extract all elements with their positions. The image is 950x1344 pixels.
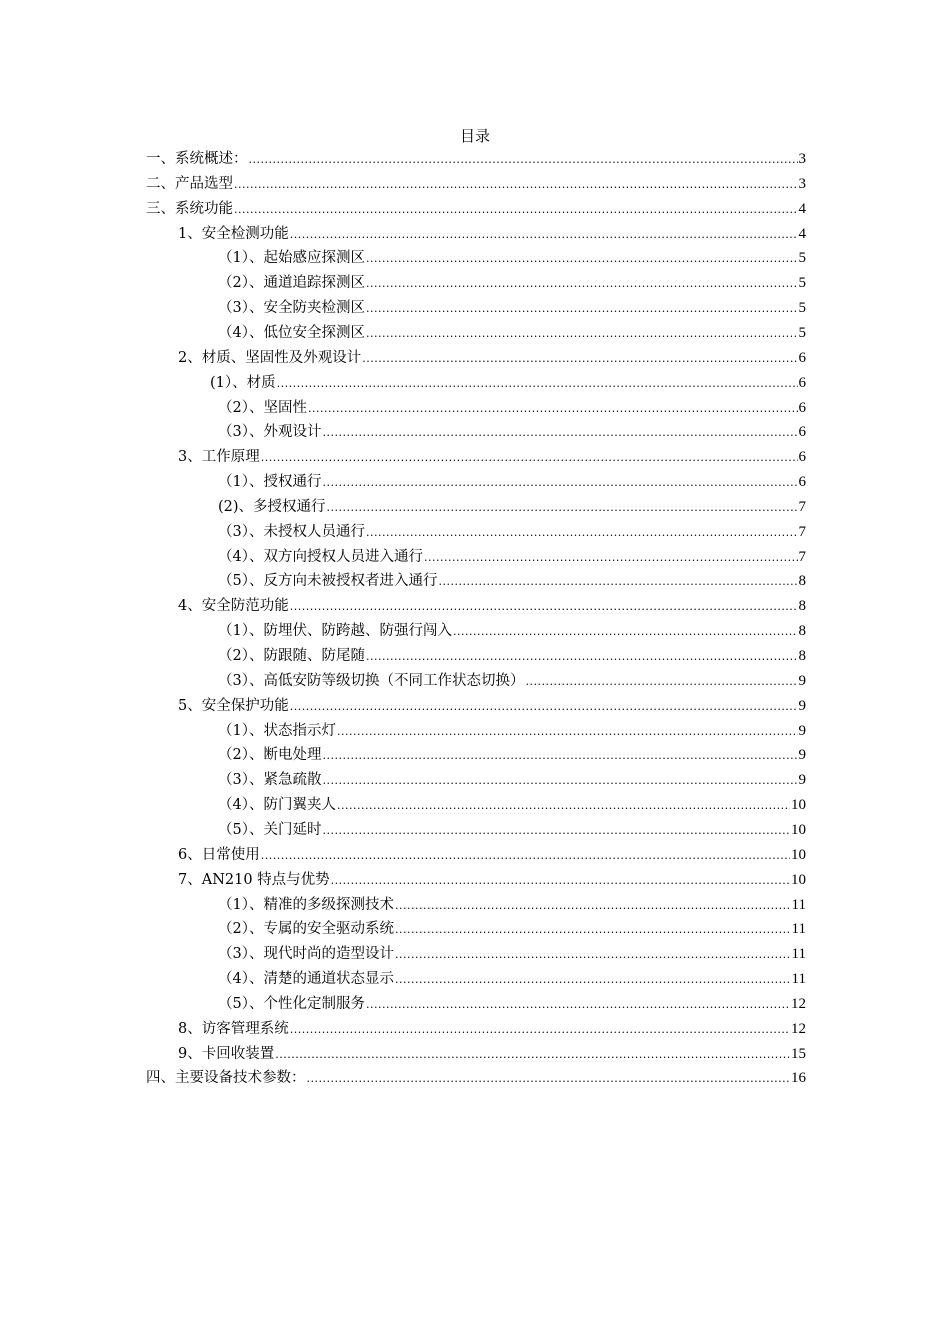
toc-page-number: 8 [798, 573, 806, 590]
toc-dot-leader [424, 547, 798, 568]
toc-dot-leader [234, 199, 798, 220]
toc-entry-text: 四、主要设备技术参数： [146, 1070, 306, 1087]
toc-entry[interactable] [218, 570, 806, 592]
toc-dot-leader [322, 422, 797, 443]
toc-dot-leader [322, 820, 790, 841]
toc-dot-leader [366, 522, 798, 543]
toc-entry-text: （2）、坚固性 [218, 399, 307, 416]
toc-entry-text: 3、工作原理 [178, 449, 260, 466]
toc-dot-leader [366, 273, 798, 294]
toc-page-number: 9 [798, 747, 806, 764]
toc-entry-text: 1、安全检测功能 [178, 225, 289, 242]
toc-page-number: 9 [798, 672, 806, 689]
toc-dot-leader [331, 870, 790, 891]
toc-dot-leader [261, 845, 790, 866]
toc-entry-text: 一、系统概述： [146, 151, 248, 167]
toc-entry-text: 2、材质、坚固性及外观设计 [178, 349, 362, 366]
toc-entry[interactable] [218, 744, 806, 766]
toc-entry[interactable] [218, 670, 806, 692]
toc-dot-leader [261, 447, 798, 468]
toc-entry[interactable] [178, 347, 806, 369]
toc-entry[interactable] [178, 1018, 806, 1040]
toc-page-number: 10 [791, 797, 806, 814]
toc-entry[interactable] [218, 322, 806, 344]
toc-entry-text: （4）、低位安全探测区 [218, 324, 365, 341]
toc-dot-leader [277, 373, 798, 394]
toc-entry[interactable] [146, 1067, 806, 1089]
toc-page-number: 5 [798, 300, 806, 317]
toc-entry-text: 8、访客管理系统 [178, 1020, 289, 1037]
toc-entry[interactable] [218, 546, 806, 568]
toc-page-number: 11 [791, 946, 806, 963]
toc-page-number: 9 [798, 772, 806, 789]
toc-entry[interactable] [218, 993, 806, 1015]
toc-page-number: 6 [798, 474, 806, 491]
toc-entry[interactable] [218, 918, 806, 940]
toc-dot-leader [249, 149, 798, 170]
toc-page-number: 8 [798, 598, 806, 615]
toc-entry-text: 9、卡回收装置 [178, 1045, 275, 1062]
toc-entry-text: （3）、高低安防等级切换（不同工作状态切换） [218, 672, 525, 689]
toc-dot-leader [308, 398, 798, 419]
toc-page-number: 12 [791, 995, 806, 1012]
toc-dot-leader [290, 596, 798, 617]
toc-dot-leader [366, 323, 798, 344]
toc-entry-text: （2）、通道追踪探测区 [218, 275, 365, 292]
toc-entry[interactable] [218, 471, 806, 493]
toc-entry-text: （1）、精准的多级探测技术 [218, 896, 394, 913]
toc-entry[interactable] [146, 173, 806, 195]
toc-page-number: 5 [798, 324, 806, 341]
toc-page-number: 7 [798, 523, 806, 540]
toc-entry[interactable] [178, 223, 806, 245]
toc-entry[interactable] [146, 148, 806, 170]
toc-title: 目录 [459, 127, 490, 145]
toc-entry[interactable] [178, 446, 806, 468]
toc-dot-leader [322, 472, 797, 493]
toc-dot-leader [362, 348, 797, 369]
toc-page-number: 10 [791, 821, 806, 838]
toc-entry-text: （3）、紧急疏散 [218, 772, 322, 789]
toc-entry-text: （1）、状态指示灯 [218, 722, 336, 739]
toc-page-number: 16 [791, 1070, 806, 1087]
toc-page-number: 10 [791, 871, 806, 888]
toc-dot-leader [366, 646, 798, 667]
toc-entry-text: 6、日常使用 [178, 846, 260, 863]
toc-entry-text: （1）、起始感应探测区 [218, 250, 365, 267]
toc-page-number: 6 [798, 449, 806, 466]
toc-entry-text: （4）、清楚的通道状态显示 [218, 971, 394, 988]
toc-dot-leader [337, 721, 798, 742]
toc-entry-text: (2)、多授权通行 [218, 498, 326, 515]
toc-entry-text: （2）、专属的安全驱动系统 [218, 921, 394, 938]
toc-page-number: 6 [798, 424, 806, 441]
toc-entry[interactable] [218, 496, 806, 518]
toc-dot-leader [337, 795, 790, 816]
toc-entry-text: （4）、防门翼夹人 [218, 797, 336, 814]
toc-entry-text: 三、系统功能 [146, 200, 233, 217]
toc-page-number: 6 [798, 399, 806, 416]
toc-dot-leader [327, 497, 798, 518]
toc-entry-text: （4）、双方向授权人员进入通行 [218, 548, 423, 565]
toc-entry[interactable] [218, 894, 806, 916]
toc-entry[interactable] [146, 198, 806, 220]
toc-entry-text: 4、安全防范功能 [178, 598, 289, 615]
toc-entry[interactable] [218, 819, 806, 841]
toc-entry[interactable] [218, 769, 806, 791]
toc-dot-leader [290, 696, 798, 717]
toc-entry-text: （3）、安全防夹检测区 [218, 300, 365, 317]
toc-dot-leader [453, 621, 798, 642]
toc-entry-text: （2）、断电处理 [218, 747, 322, 764]
toc-dot-leader [395, 919, 791, 940]
toc-dot-leader [322, 745, 797, 766]
toc-entry[interactable] [178, 844, 806, 866]
toc-page-number: 3 [798, 175, 806, 192]
toc-entry[interactable] [178, 695, 806, 717]
toc-entry-text: （3）、现代时尚的造型设计 [218, 946, 394, 963]
toc-entry[interactable] [218, 720, 806, 742]
toc-dot-leader [290, 1019, 790, 1040]
toc-entry-text: （3）、外观设计 [218, 424, 322, 441]
toc-dot-leader [366, 298, 798, 319]
toc-entry[interactable] [218, 421, 806, 443]
toc-page-number: 4 [798, 225, 806, 242]
toc-dot-leader [322, 770, 797, 791]
toc-page-number: 5 [798, 275, 806, 292]
toc-entry[interactable] [218, 247, 806, 269]
toc-page-number: 8 [798, 623, 806, 640]
toc-page-number: 8 [798, 648, 806, 664]
toc-entry-text: （3）、未授权人员通行 [218, 523, 365, 540]
toc-entry-text: （5）、关门延时 [218, 821, 322, 838]
toc-page-number: 15 [791, 1045, 806, 1062]
toc-entry[interactable] [178, 869, 806, 891]
toc-entry[interactable] [178, 1043, 806, 1065]
toc-page-number: 7 [798, 548, 806, 565]
toc-page-number: 5 [798, 250, 806, 267]
toc-page-number: 12 [791, 1020, 806, 1037]
toc-dot-leader [290, 224, 798, 245]
toc-dot-leader [275, 1044, 790, 1065]
toc-entry[interactable] [218, 794, 806, 816]
toc-entry-text: (1）、材质 [210, 374, 276, 391]
toc-page-number: 6 [798, 349, 806, 366]
toc-page-number: 9 [798, 722, 806, 739]
toc-page-number: 9 [798, 697, 806, 714]
toc-dot-leader [438, 571, 797, 592]
toc-dot-leader [307, 1068, 791, 1089]
toc-entry-text: （5）、个性化定制服务 [218, 995, 365, 1012]
toc-entry-text: 7、AN210 特点与优势 [178, 871, 330, 888]
toc-page-number: 11 [791, 921, 806, 938]
toc-entry-text: 二、产品选型 [146, 175, 233, 192]
toc-entry[interactable] [218, 943, 806, 965]
toc-entry[interactable] [218, 397, 806, 419]
toc-page-number: 4 [798, 200, 806, 217]
toc-dot-leader [395, 969, 791, 990]
toc-dot-leader [366, 248, 798, 269]
toc-page-number: 11 [791, 971, 806, 988]
toc-dot-leader [234, 174, 798, 195]
toc-entry-text: （5）、反方向未被授权者进入通行 [218, 573, 438, 590]
toc-entry[interactable] [178, 595, 806, 617]
toc-page-number: 3 [798, 151, 806, 167]
toc-entry[interactable] [218, 645, 806, 667]
toc-page-number: 11 [791, 896, 806, 913]
toc-entry-text: （1）、授权通行 [218, 474, 322, 491]
toc-entry[interactable] [210, 372, 806, 394]
toc-entry-text: 5、安全保护功能 [178, 697, 289, 714]
toc-dot-leader [395, 895, 791, 916]
toc-entry[interactable] [218, 297, 806, 319]
toc-page-number: 6 [798, 374, 806, 391]
toc-entry[interactable] [218, 620, 806, 642]
toc-page-number: 7 [798, 498, 806, 515]
toc-entry-text: （1）、防埋伏、防跨越、防强行闯入 [218, 623, 452, 640]
toc-dot-leader [395, 944, 791, 965]
toc-entry[interactable] [218, 521, 806, 543]
toc-entry[interactable] [218, 968, 806, 990]
toc-entry-text: （2）、防跟随、防尾随 [218, 648, 365, 664]
toc-dot-leader [366, 994, 790, 1015]
toc-page-number: 10 [791, 846, 806, 863]
toc-entry[interactable] [218, 272, 806, 294]
toc-dot-leader [525, 671, 797, 692]
